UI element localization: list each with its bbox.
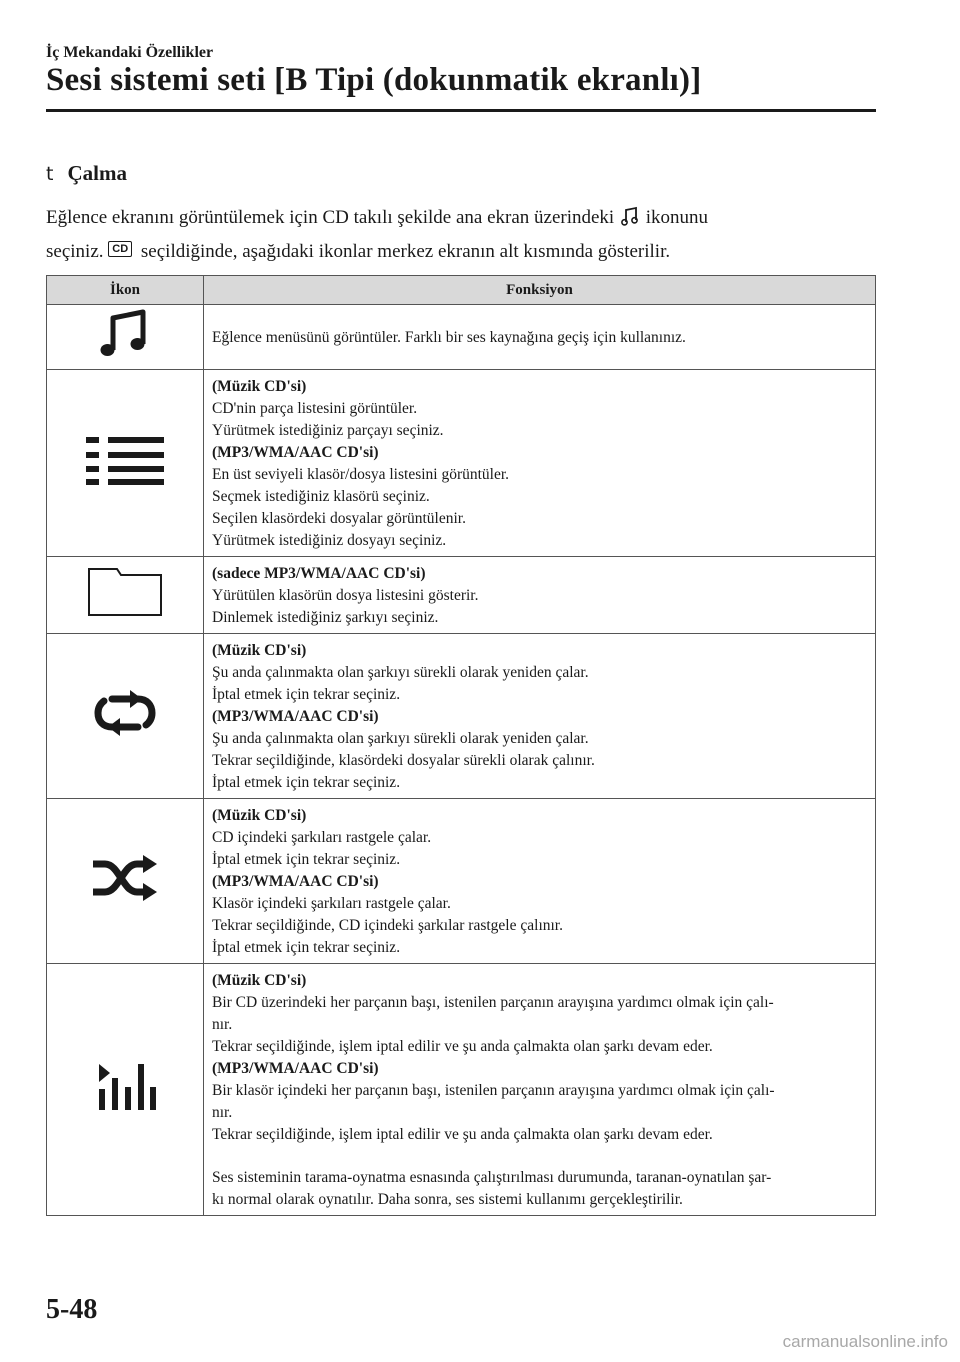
function-subheading: (MP3/WMA/AAC CD'si) bbox=[212, 444, 379, 461]
function-line: nır. bbox=[212, 1104, 233, 1121]
function-line: Seçmek istediğiniz klasörü seçiniz. bbox=[212, 488, 430, 505]
function-subheading: (MP3/WMA/AAC CD'si) bbox=[212, 708, 379, 725]
function-line: Şu anda çalınmakta olan şarkıyı sürekli olarak yeniden çalar. bbox=[212, 664, 589, 681]
page-number: 5-48 bbox=[46, 1294, 98, 1325]
table-row bbox=[47, 799, 876, 964]
function-line: nır. bbox=[212, 1016, 233, 1033]
function-subheading: (MP3/WMA/AAC CD'si) bbox=[212, 1060, 379, 1077]
icon-cell bbox=[47, 964, 204, 1216]
list-icon bbox=[86, 472, 164, 489]
function-line: Dinlemek istediğiniz şarkıyı seçiniz. bbox=[212, 609, 439, 626]
function-cell bbox=[204, 305, 876, 370]
function-line: Seçilen klasördeki dosyalar görüntülenir. bbox=[212, 510, 466, 527]
icon-cell bbox=[47, 305, 204, 370]
function-line: İptal etmek için tekrar seçiniz. bbox=[212, 774, 401, 791]
table-row bbox=[47, 305, 876, 370]
intro-paragraph bbox=[46, 202, 876, 267]
function-cell bbox=[204, 370, 876, 557]
function-line: Klasör içindeki şarkıları rastgele çalar. bbox=[212, 895, 451, 912]
function-line: İptal etmek için tekrar seçiniz. bbox=[212, 939, 401, 956]
folder-icon bbox=[88, 604, 162, 621]
title-rule bbox=[46, 109, 876, 112]
icon-function-table bbox=[46, 275, 876, 1216]
function-line: Yürütmek istediğiniz parçayı seçiniz. bbox=[212, 422, 444, 439]
subsection-title: Çalma bbox=[67, 161, 127, 185]
cd-badge-icon: CD bbox=[108, 241, 132, 257]
function-subheading: (Müzik CD'si) bbox=[212, 972, 307, 989]
subsection-marker: t bbox=[46, 163, 54, 185]
function-line: Bir CD üzerindeki her parçanın başı, istenilen parçanın arayışına yardımcı olmak için çalı- bbox=[212, 994, 774, 1011]
function-subheading: (Müzik CD'si) bbox=[212, 642, 307, 659]
repeat-icon bbox=[92, 723, 158, 740]
line-spacer bbox=[212, 1146, 867, 1167]
function-subheading: (MP3/WMA/AAC CD'si) bbox=[212, 873, 379, 890]
function-line: kı normal olarak oynatılır. Daha sonra, ses sistemi kullanımı gerçekleştirilir. bbox=[212, 1191, 683, 1208]
function-cell bbox=[204, 557, 876, 634]
function-line: Eğlence menüsünü görüntüler. Farklı bir ses kaynağına geçiş için kullanınız. bbox=[212, 329, 686, 346]
header-icon: İkon bbox=[47, 276, 204, 305]
function-line: Ses sisteminin tarama-oynatma esnasında çalıştırılması durumunda, taranan-oynatılan şar- bbox=[212, 1169, 772, 1186]
function-cell bbox=[204, 964, 876, 1216]
music-note-icon bbox=[95, 349, 155, 366]
icon-cell bbox=[47, 634, 204, 799]
function-line: Yürütmek istediğiniz dosyayı seçiniz. bbox=[212, 532, 447, 549]
scan-icon bbox=[94, 1097, 156, 1114]
table-row bbox=[47, 634, 876, 799]
header-function: Fonksiyon bbox=[204, 276, 876, 305]
function-line: Tekrar seçildiğinde, işlem iptal edilir ve şu anda çalmakta olan şarkı devam eder. bbox=[212, 1038, 713, 1055]
function-line: Tekrar seçildiğinde, CD içindeki şarkılar rastgele çalınır. bbox=[212, 917, 563, 934]
function-subheading: (Müzik CD'si) bbox=[212, 378, 307, 395]
shuffle-icon bbox=[91, 889, 159, 906]
function-cell bbox=[204, 634, 876, 799]
watermark: carmanualsonline.info bbox=[782, 1332, 948, 1351]
table-body bbox=[47, 305, 876, 1216]
function-line: CD'nin parça listesini görüntüler. bbox=[212, 400, 418, 417]
table-row bbox=[47, 370, 876, 557]
section-label: İç Mekandaki Özellikler bbox=[46, 44, 214, 61]
function-line: İptal etmek için tekrar seçiniz. bbox=[212, 686, 401, 703]
table-row bbox=[47, 557, 876, 634]
page-title: Sesi sistemi seti [B Tipi (dokunmatik ekranlı)] bbox=[46, 62, 702, 98]
function-line: Şu anda çalınmakta olan şarkıyı sürekli olarak yeniden çalar. bbox=[212, 730, 589, 747]
icon-cell bbox=[47, 370, 204, 557]
function-line: Tekrar seçildiğinde, klasördeki dosyalar sürekli olarak çalınır. bbox=[212, 752, 595, 769]
function-line: Bir klasör içindeki her parçanın başı, istenilen parçanın arayışına yardımcı olmak için çalı- bbox=[212, 1082, 775, 1099]
function-subheading: (Müzik CD'si) bbox=[212, 807, 307, 824]
music-note-icon bbox=[621, 205, 639, 236]
function-line: İptal etmek için tekrar seçiniz. bbox=[212, 851, 401, 868]
table-row bbox=[47, 964, 876, 1216]
icon-cell bbox=[47, 799, 204, 964]
icon-cell bbox=[47, 557, 204, 634]
table-header-row bbox=[47, 276, 876, 305]
subsection-heading bbox=[46, 161, 127, 186]
intro-line-2: seçiniz. CD seçildiğinde, aşağıdaki ikonlar merkez ekranın alt kısmında gösterilir. bbox=[46, 241, 671, 262]
function-line: Yürütülen klasörün dosya listesini gösterir. bbox=[212, 587, 479, 604]
function-line: CD içindeki şarkıları rastgele çalar. bbox=[212, 829, 432, 846]
function-line: Tekrar seçildiğinde, işlem iptal edilir ve şu anda çalmakta olan şarkı devam eder. bbox=[212, 1126, 713, 1143]
function-line: En üst seviyeli klasör/dosya listesini görüntüler. bbox=[212, 466, 510, 483]
function-cell bbox=[204, 799, 876, 964]
function-subheading: (sadece MP3/WMA/AAC CD'si) bbox=[212, 565, 426, 582]
intro-line-1: Eğlence ekranını görüntülemek için CD takılı şekilde ana ekran üzerindeki ikonunu bbox=[46, 202, 876, 236]
